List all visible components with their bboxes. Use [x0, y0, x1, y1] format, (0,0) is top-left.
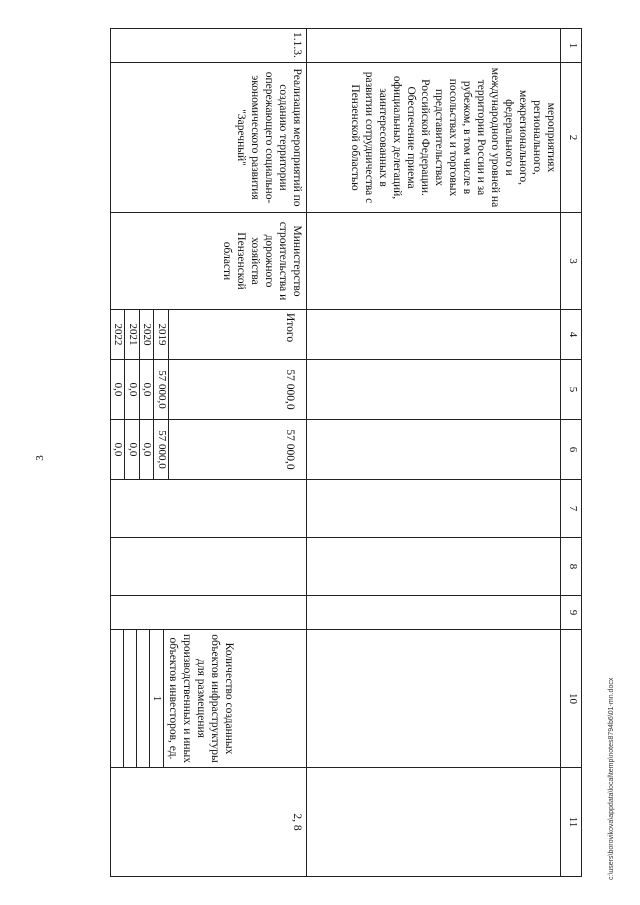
funding-col6	[111, 420, 307, 480]
value-cell: 0,0	[111, 420, 125, 479]
year-cell: 2021	[125, 310, 139, 359]
value-cell: 0,0	[125, 360, 139, 419]
target-indicator-ref: 2, 8	[111, 768, 307, 877]
page-number: 3	[33, 455, 46, 461]
indicator-value	[124, 630, 137, 767]
header-row	[561, 29, 582, 877]
total-value: 57 000,0	[283, 429, 296, 470]
year-cell: 2019	[154, 310, 168, 359]
event-description: мероприятиях регионального, межрегионального, федерального и международного уровней на территории России и за рубежом, в том числе в посольствах и торговых представительствах Российской Федерации. Обеспечение приема официальных делегаций, заинтересованных в развитии сотрудничества с Пензенской областью	[307, 63, 561, 213]
value-cell: 57 000,0	[154, 360, 168, 419]
program-table	[94, 28, 582, 876]
header-cell: 2	[561, 63, 582, 213]
value-cell: 0,0	[139, 360, 153, 419]
header-cell: 6	[561, 420, 582, 480]
value-cell: 0,0	[139, 420, 153, 479]
table-row-1-1-3	[111, 29, 307, 877]
year-cell: 2020	[139, 310, 153, 359]
header-cell: 10	[561, 630, 582, 768]
indicator-value	[137, 630, 150, 767]
funding-col5	[111, 360, 307, 420]
header-cell: 8	[561, 538, 582, 596]
value-cell: 57 000,0	[154, 420, 168, 479]
header-cell: 5	[561, 360, 582, 420]
table-row-continued	[307, 29, 561, 877]
value-cell: 0,0	[111, 360, 125, 419]
year-cell: 2022	[111, 310, 125, 359]
indicator-value: 1	[150, 630, 164, 767]
header-cell: 3	[561, 213, 582, 310]
row-number: 1.1.3.	[111, 29, 307, 63]
indicator-value	[111, 630, 124, 767]
year-column	[111, 310, 307, 360]
total-value: 57 000,0	[283, 369, 296, 410]
header-cell: 7	[561, 480, 582, 538]
header-cell: 4	[561, 310, 582, 360]
value-cell: 0,0	[125, 420, 139, 479]
executor: Министерство строительства и дорожного хозяйства Пензенской области	[111, 213, 307, 310]
event-name: Реализация мероприятий по созданию территории опережающего социально-экономического развития "Заречный"	[111, 63, 307, 213]
footer-file-path: c:\users\borovikova\appdata\local\temp\notes8794b6\01-mn.docx	[608, 677, 615, 880]
header-cell: 9	[561, 596, 582, 630]
indicator-column	[111, 630, 307, 768]
total-label: Итого	[283, 313, 296, 343]
indicator-text: Количество созданных объектов инфраструктуры для размещения производственных и иных объектов инвесторов, ед.	[167, 633, 236, 764]
header-cell: 1	[561, 29, 582, 63]
header-cell: 11	[561, 768, 582, 877]
